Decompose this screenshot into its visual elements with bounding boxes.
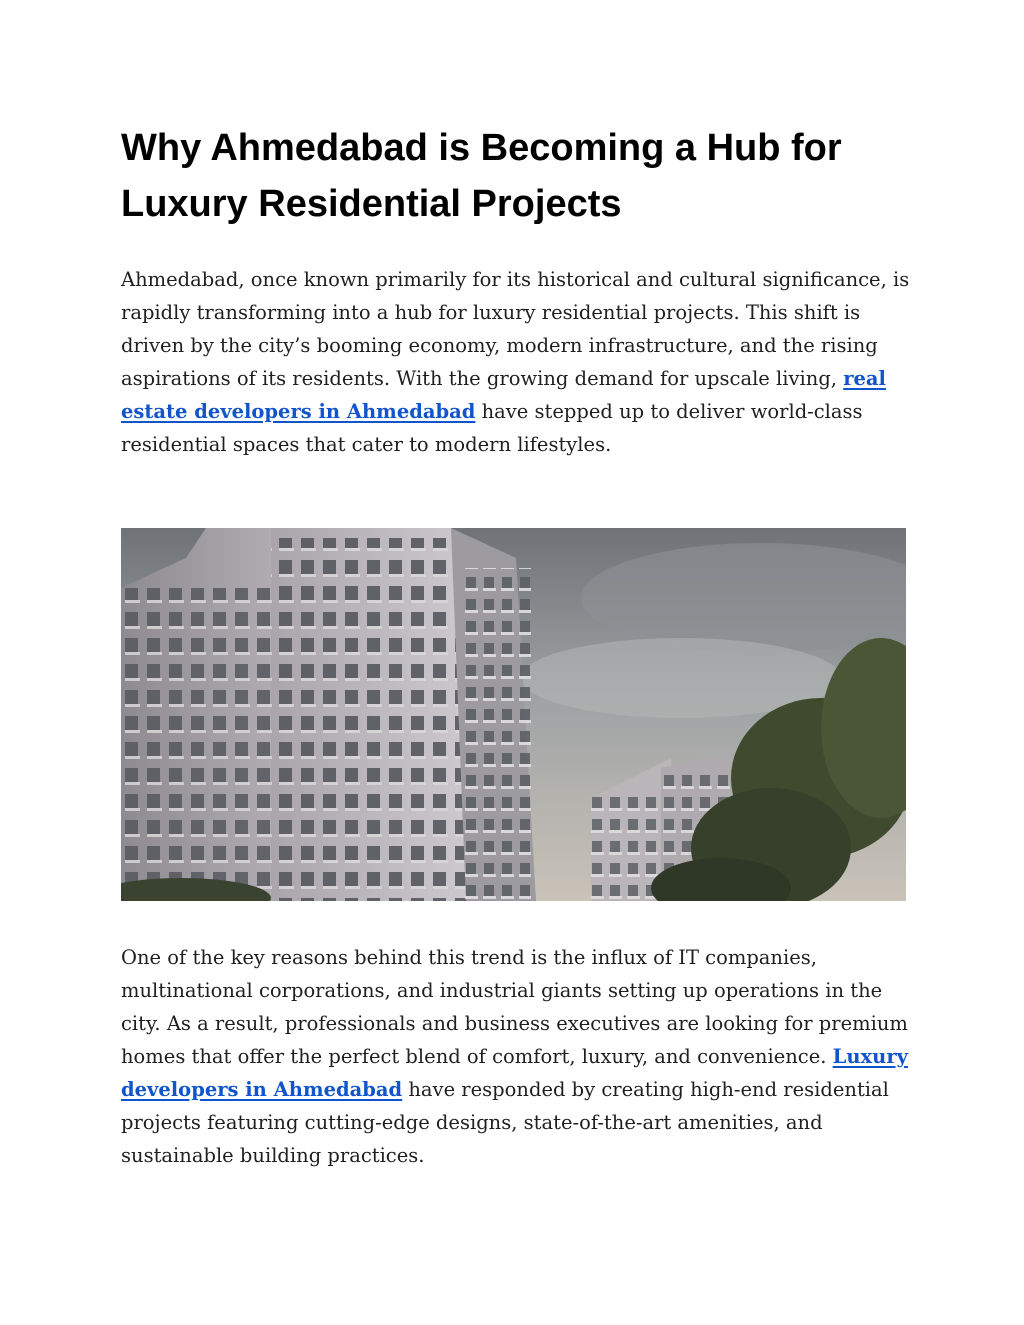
second-text-after-link: have responded by creating high-end residential projects featuring cutting-edge designs, state-of-the-art amenities, and sustainable building practices.: [121, 1078, 889, 1167]
article-title: Why Ahmedabad is Becoming a Hub for Luxury Residential Projects: [121, 127, 842, 225]
residential-buildings-photo: [121, 528, 906, 901]
intro-text-after-link: have stepped up to deliver world-class residential spaces that cater to modern lifestyles.: [121, 400, 863, 456]
intro-paragraph: [121, 263, 911, 461]
second-text-before-link: One of the key reasons behind this trend is the influx of IT companies, multinational corporations, and industrial giants setting up operations in the city. As a result, professionals and business executives are looking for premium homes that offer the perfect blend of comfort, luxury, and convenience.: [121, 946, 908, 1068]
intro-text-before-link: Ahmedabad, once known primarily for its historical and cultural significance, is rapidly transforming into a hub for luxury residential projects. This shift is driven by the city’s booming economy, modern infrastructure, and the rising aspirations of its residents. With the growing demand for upscale living,: [121, 268, 910, 390]
second-paragraph: [121, 941, 911, 1172]
real-estate-developers-link[interactable]: real estate developers in Ahmedabad: [121, 367, 886, 423]
luxury-developers-link[interactable]: Luxury developers in Ahmedabad: [121, 1045, 908, 1101]
